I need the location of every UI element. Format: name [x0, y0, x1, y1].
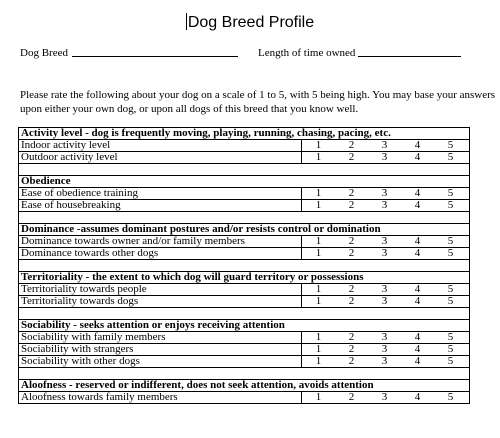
rating-item-label: Territoriality towards people [19, 284, 302, 296]
table-row [19, 200, 470, 212]
time-owned-label: Length of time owned [257, 47, 356, 59]
table-row [19, 296, 470, 308]
rating-option-4[interactable]: 4 [414, 247, 421, 259]
spacer-row [19, 260, 470, 272]
table-row [19, 248, 470, 260]
rating-option-1[interactable]: 1 [315, 355, 322, 367]
rating-option-3[interactable]: 3 [381, 355, 388, 367]
dog-breed-blank[interactable] [72, 47, 238, 57]
rating-scale [302, 200, 470, 212]
rating-option-1[interactable]: 1 [315, 391, 322, 403]
spacer-row [19, 308, 470, 320]
rating-option-2[interactable]: 2 [348, 283, 355, 295]
table-row [19, 284, 470, 296]
rating-scale [302, 356, 470, 368]
rating-scale [302, 188, 470, 200]
table-row [19, 356, 470, 368]
rating-option-2[interactable]: 2 [348, 187, 355, 199]
rating-option-4[interactable]: 4 [414, 235, 421, 247]
rating-option-2[interactable]: 2 [348, 331, 355, 343]
rating-option-3[interactable]: 3 [381, 331, 388, 343]
rating-option-2[interactable]: 2 [348, 139, 355, 151]
rating-option-1[interactable]: 1 [315, 247, 322, 259]
rating-item-label: Sociability with strangers [19, 344, 302, 356]
dog-breed-label: Dog Breed [20, 47, 68, 59]
rating-option-2[interactable]: 2 [348, 391, 355, 403]
rating-option-3[interactable]: 3 [381, 247, 388, 259]
table-row [19, 140, 470, 152]
rating-option-5[interactable]: 5 [447, 283, 454, 295]
spacer-row [19, 164, 470, 176]
rating-item-label: Ease of obedience training [19, 188, 302, 200]
page-title: Dog Breed Profile [187, 14, 315, 31]
rating-option-2[interactable]: 2 [348, 235, 355, 247]
rating-option-1[interactable]: 1 [315, 343, 322, 355]
rating-option-4[interactable]: 4 [414, 283, 421, 295]
spacer-row [19, 212, 470, 224]
rating-option-3[interactable]: 3 [381, 199, 388, 211]
table-row [19, 344, 470, 356]
rating-option-3[interactable]: 3 [381, 283, 388, 295]
rating-option-1[interactable]: 1 [315, 199, 322, 211]
section-heading: Sociability - seeks attention or enjoys receiving attention [19, 320, 470, 332]
table-row [19, 188, 470, 200]
rating-option-4[interactable]: 4 [414, 355, 421, 367]
rating-table [18, 127, 470, 404]
spacer-row [19, 368, 470, 380]
section-heading: Aloofness - reserved or indifferent, does not seek attention, avoids attention [19, 380, 470, 392]
rating-option-3[interactable]: 3 [381, 235, 388, 247]
rating-option-4[interactable]: 4 [414, 151, 421, 163]
rating-option-5[interactable]: 5 [447, 139, 454, 151]
owner-info-fields [20, 47, 461, 59]
rating-option-1[interactable]: 1 [315, 283, 322, 295]
rating-option-5[interactable]: 5 [447, 355, 454, 367]
rating-option-4[interactable]: 4 [414, 343, 421, 355]
rating-option-4[interactable]: 4 [414, 187, 421, 199]
rating-item-label: Ease of housebreaking [19, 200, 302, 212]
section-heading: Activity level - dog is frequently moving, playing, running, chasing, pacing, etc. [19, 128, 470, 140]
text-cursor [186, 13, 187, 30]
rating-option-2[interactable]: 2 [348, 151, 355, 163]
rating-option-1[interactable]: 1 [315, 139, 322, 151]
rating-option-1[interactable]: 1 [315, 235, 322, 247]
rating-scale [302, 152, 470, 164]
rating-option-5[interactable]: 5 [447, 247, 454, 259]
rating-option-3[interactable]: 3 [381, 151, 388, 163]
section-heading: Obedience [19, 176, 470, 188]
rating-option-5[interactable]: 5 [447, 235, 454, 247]
rating-option-5[interactable]: 5 [447, 343, 454, 355]
rating-option-5[interactable]: 5 [447, 199, 454, 211]
rating-item-label: Territoriality towards dogs [19, 296, 302, 308]
rating-option-5[interactable]: 5 [447, 295, 454, 307]
rating-scale [302, 248, 470, 260]
rating-option-5[interactable]: 5 [447, 187, 454, 199]
rating-option-3[interactable]: 3 [381, 187, 388, 199]
rating-option-3[interactable]: 3 [381, 391, 388, 403]
rating-option-4[interactable]: 4 [414, 331, 421, 343]
rating-option-2[interactable]: 2 [348, 295, 355, 307]
rating-option-3[interactable]: 3 [381, 343, 388, 355]
rating-option-2[interactable]: 2 [348, 355, 355, 367]
rating-option-1[interactable]: 1 [315, 151, 322, 163]
rating-option-1[interactable]: 1 [315, 295, 322, 307]
rating-scale [302, 332, 470, 344]
rating-item-label: Aloofness towards family members [19, 392, 302, 404]
rating-option-2[interactable]: 2 [348, 247, 355, 259]
rating-scale [302, 236, 470, 248]
rating-option-3[interactable]: 3 [381, 295, 388, 307]
rating-item-label: Outdoor activity level [19, 152, 302, 164]
rating-option-5[interactable]: 5 [447, 331, 454, 343]
table-row [19, 392, 470, 404]
rating-scale [302, 140, 470, 152]
rating-option-4[interactable]: 4 [414, 139, 421, 151]
rating-scale [302, 284, 470, 296]
section-heading: Dominance -assumes dominant postures and/or resists control or domination [19, 224, 470, 236]
rating-option-1[interactable]: 1 [315, 187, 322, 199]
rating-option-2[interactable]: 2 [348, 199, 355, 211]
instructions-paragraph: Please rate the following about your dog on a scale of 1 to 5, with 5 being high. You may base your answers upon either your own dog, or upon all dogs of this breed that you know well. [20, 89, 496, 115]
rating-item-label: Dominance towards owner and/or family members [19, 236, 302, 248]
rating-item-label: Sociability with family members [19, 332, 302, 344]
rating-item-label: Indoor activity level [19, 140, 302, 152]
time-owned-blank[interactable] [358, 47, 461, 57]
rating-scale [302, 392, 470, 404]
rating-option-1[interactable]: 1 [315, 331, 322, 343]
rating-option-5[interactable]: 5 [447, 391, 454, 403]
rating-option-5[interactable]: 5 [447, 151, 454, 163]
table-row [19, 152, 470, 164]
table-row [19, 332, 470, 344]
section-heading: Territoriality - the extent to which dog will guard territory or possessions [19, 272, 470, 284]
rating-item-label: Dominance towards other dogs [19, 248, 302, 260]
rating-scale [302, 344, 470, 356]
rating-option-3[interactable]: 3 [381, 139, 388, 151]
table-row [19, 236, 470, 248]
rating-option-4[interactable]: 4 [414, 199, 421, 211]
rating-option-2[interactable]: 2 [348, 343, 355, 355]
rating-option-4[interactable]: 4 [414, 295, 421, 307]
rating-scale [302, 296, 470, 308]
rating-item-label: Sociability with other dogs [19, 356, 302, 368]
rating-option-4[interactable]: 4 [414, 391, 421, 403]
